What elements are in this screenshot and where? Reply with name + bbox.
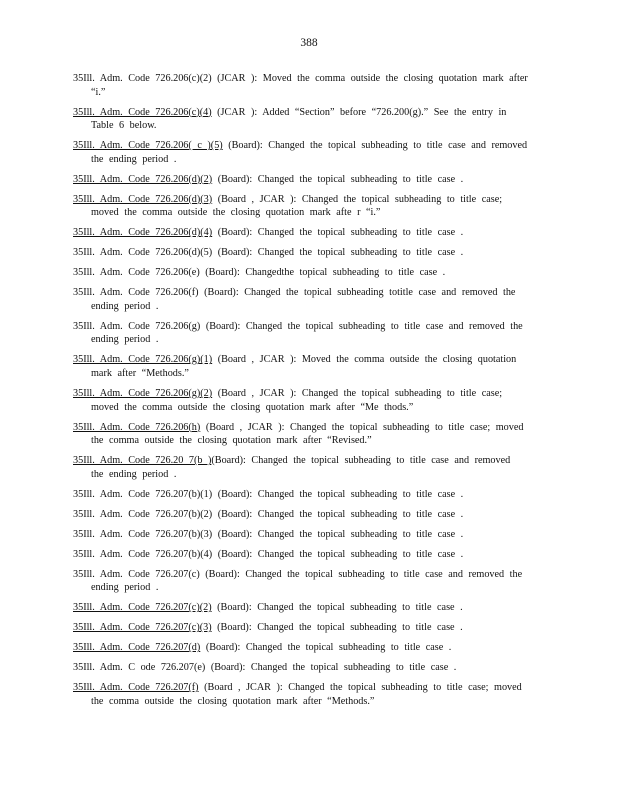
entry-description: (Board , JCAR ): Changed the topical subheading to title case; moved the comma outside the closing quotation mark afte r “i.” <box>91 193 503 219</box>
change-entry <box>73 548 528 562</box>
entry-description: (Board): Changed the topical subheading to title case . <box>212 247 464 259</box>
change-entry <box>73 528 528 542</box>
change-entry <box>73 387 528 414</box>
entry-citation: 35Ill. Adm. Code 726.206(f) <box>73 287 199 299</box>
entry-description: (Board): Changed the topical subheading to title case . <box>212 548 464 560</box>
entry-citation: 35Ill. Adm. Code 726.207(c)(3) <box>73 622 212 634</box>
entry-citation: 35Ill. Adm. Code 726.206(g)(2) <box>73 387 213 399</box>
entry-list <box>73 72 528 715</box>
entry-description: (Board): Changed the topical subheading to title case and removed the ending period . <box>91 568 523 594</box>
change-entry <box>73 661 528 675</box>
entry-citation: 35Ill. Adm. Code 726.20 7(b ) <box>73 455 212 467</box>
entry-description: (Board): Changed the topical subheading to title case . <box>205 662 457 674</box>
change-entry <box>73 508 528 522</box>
change-entry <box>73 568 528 595</box>
change-entry <box>73 681 528 708</box>
change-entry <box>73 193 528 220</box>
change-entry <box>73 266 528 280</box>
entry-citation: 35Ill. Adm. Code 726.206(d)(2) <box>73 173 213 185</box>
entry-citation: 35Ill. Adm. Code 726.207(f) <box>73 682 199 694</box>
entry-citation: 35Ill. Adm. Code 726.206(g) <box>73 320 201 332</box>
change-entry <box>73 139 528 166</box>
entry-citation: 35Ill. Adm. Code 726.207(b)(4) <box>73 548 213 560</box>
entry-citation: 35Ill. Adm. Code 726.207(c)(2) <box>73 602 212 614</box>
entry-citation: 35Ill. Adm. Code 726.206(h) <box>73 421 201 433</box>
entry-citation: 35Ill. Adm. Code 726.207(b)(3) <box>73 528 213 540</box>
change-entry <box>73 488 528 502</box>
entry-citation: 35Ill. Adm. Code 726.206(d)(3) <box>73 193 213 205</box>
entry-citation: 35Ill. Adm. Code 726.206(d)(4) <box>73 227 213 239</box>
change-entry <box>73 601 528 615</box>
entry-citation: 35Ill. Adm. Code 726.206(c)(2) <box>73 73 212 84</box>
entry-citation: 35Ill. Adm. Code 726.207(b)(1) <box>73 488 213 500</box>
change-entry <box>73 320 528 347</box>
entry-citation: 35Ill. Adm. Code 726.206(c)(4) <box>73 106 212 118</box>
entry-description: (Board , JCAR ): Changed the topical subheading to title case; moved the comma outside the closing quotation mark after “Me thods.” <box>91 387 503 413</box>
entry-citation: 35Ill. Adm. C ode 726.207(e) <box>73 662 206 674</box>
change-entry <box>73 641 528 655</box>
entry-description: (Board): Changed the topical subheading to title case . <box>211 602 463 614</box>
entry-description: (Board): Changed the topical subheading to title case . <box>212 528 464 540</box>
change-entry <box>73 621 528 635</box>
change-entry <box>73 454 528 481</box>
entry-description: (Board): Changed the topical subheading to title case . <box>212 173 464 185</box>
entry-citation: 35Ill. Adm. Code 726.206(g)(1) <box>73 354 213 366</box>
entry-description: (Board): Changed the topical subheading to title case . <box>212 508 464 520</box>
entry-description: (Board): Changed the topical subheading to title case . <box>211 622 463 634</box>
entry-citation: 35Ill. Adm. Code 726.206(d)(5) <box>73 247 213 259</box>
entry-description: (Board): Changed the topical subheading to title case . <box>200 642 452 654</box>
entry-description: (Board , JCAR ): Changed the topical subheading to title case; moved the comma outside the closing quotation mark after “Revised.” <box>91 421 524 447</box>
change-entry <box>73 246 528 260</box>
entry-description: (Board): Changed the topical subheading to title case and removed the ending period . <box>91 320 523 346</box>
entry-description: (Board): Changedthe topical subheading to title case . <box>199 267 446 279</box>
entry-description: (Board): Changed the topical subheading totitle case and removed the ending period . <box>91 287 516 312</box>
entry-citation: 35Ill. Adm. Code 726.206( c )(5) <box>73 140 223 152</box>
page-number: 388 <box>300 37 318 49</box>
entry-description: (JCAR ): Moved the comma outside the closing quotation mark after “i.” <box>91 73 528 98</box>
change-entry <box>73 72 528 99</box>
entry-description: (Board , JCAR ): Moved the comma outside the closing quotation mark after “Methods.” <box>91 354 517 379</box>
change-entry <box>73 421 528 448</box>
change-entry <box>73 286 528 313</box>
entry-citation: 35Ill. Adm. Code 726.207(d) <box>73 642 201 654</box>
change-entry <box>73 106 528 133</box>
entry-description: (Board): Changed the topical subheading to title case and removed the ending period . <box>91 455 511 480</box>
entry-citation: 35Ill. Adm. Code 726.207(b)(2) <box>73 508 213 520</box>
entry-description: (Board): Changed the topical subheading to title case and removed the ending period . <box>91 140 528 165</box>
change-entry <box>73 353 528 380</box>
change-entry <box>73 173 528 187</box>
entry-citation: 35Ill. Adm. Code 726.207(c) <box>73 568 200 580</box>
entry-citation: 35Ill. Adm. Code 726.206(e) <box>73 267 200 279</box>
entry-description: (Board): Changed the topical subheading to title case . <box>212 227 464 239</box>
entry-description: (Board , JCAR ): Changed the topical subheading to title case; moved the comma outside the closing quotation mark after “Methods.” <box>91 682 522 707</box>
entry-description: (JCAR ): Added “Section” before “726.200(g).” See the entry in Table 6 below. <box>91 106 507 132</box>
entry-description: (Board): Changed the topical subheading to title case . <box>212 488 464 500</box>
change-entry <box>73 226 528 240</box>
